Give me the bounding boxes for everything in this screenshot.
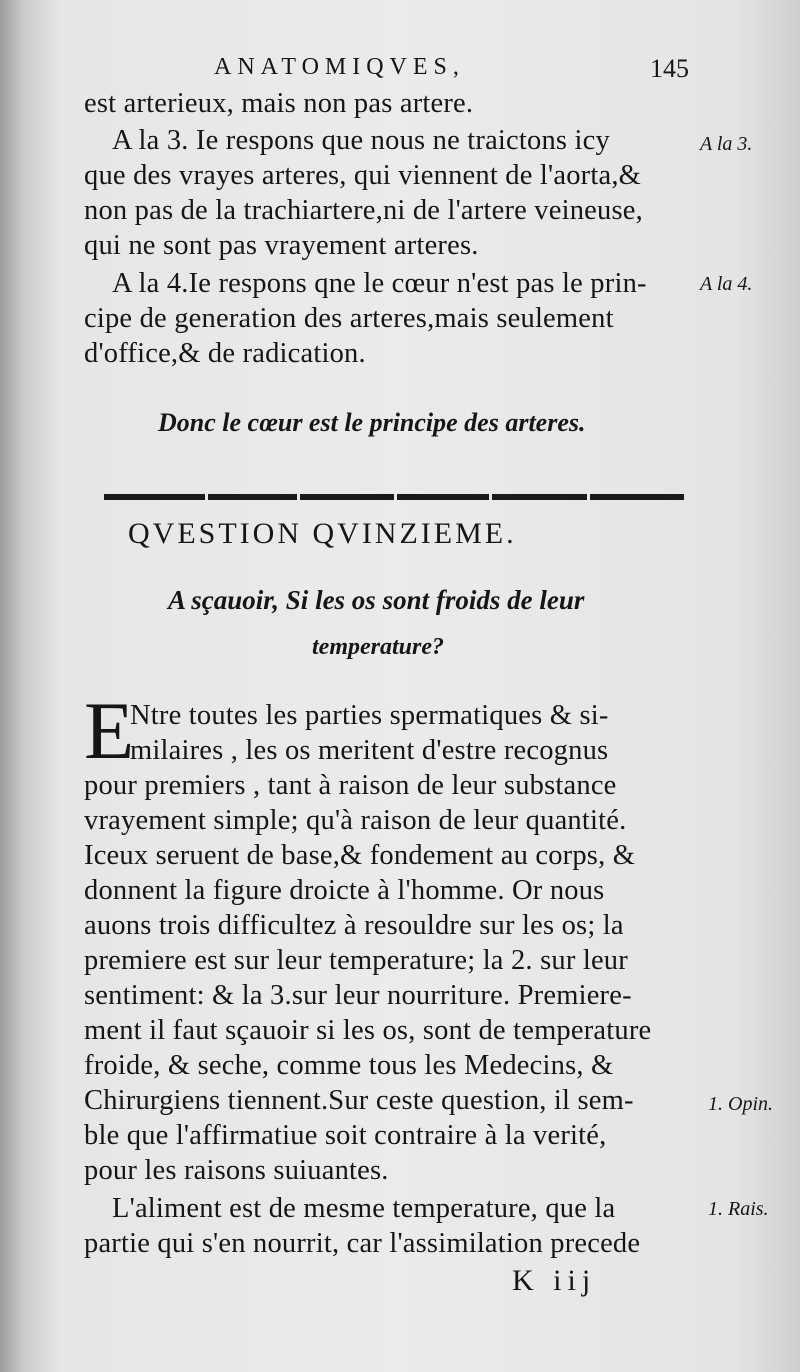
body-line: pour les raisons suiuantes.	[84, 1155, 389, 1186]
text-line: que des vrayes arteres, qui viennent de l'aorta,&	[84, 160, 642, 191]
margin-note-raison: 1. Rais.	[708, 1198, 769, 1220]
drop-cap: E	[84, 685, 135, 776]
text-line: non pas de la trachiartere,ni de l'artere veineuse,	[84, 195, 643, 226]
question-title: QVESTION QVINZIEME.	[128, 517, 517, 550]
body-line: partie qui s'en nourrit, car l'assimilation precede	[84, 1228, 641, 1259]
conclusion-line: Donc le cœur est le principe des arteres.	[158, 408, 586, 437]
divider-gap	[297, 493, 300, 501]
text-line: est arterieux, mais non pas artere.	[84, 88, 474, 119]
body-line: vrayement simple; qu'à raison de leur quantité.	[84, 805, 627, 836]
body-line: ble que l'affirmatiue soit contraire à la verité,	[84, 1120, 607, 1151]
question-subtitle-continued: temperature?	[312, 634, 444, 660]
margin-note-a-la-4: A la 4.	[700, 273, 753, 295]
page-number: 145	[650, 54, 689, 83]
running-head: ANATOMIQVES,	[214, 54, 465, 80]
body-line: auons trois difficultez à resouldre sur les os; la	[84, 910, 624, 941]
text-line: A la 3. Ie respons que nous ne traictons icy	[112, 125, 610, 156]
body-line: Ntre toutes les parties spermatiques & si-	[130, 700, 609, 731]
divider-gap	[489, 493, 492, 501]
body-line: donnent la figure droicte à l'homme. Or nous	[84, 875, 605, 906]
body-line: Iceux seruent de base,& fondement au corps, &	[84, 840, 636, 871]
margin-note-a-la-3: A la 3.	[700, 133, 753, 155]
margin-note-opinion: 1. Opin.	[708, 1093, 773, 1115]
body-line: L'aliment est de mesme temperature, que la	[112, 1193, 616, 1224]
text-line: cipe de generation des arteres,mais seulement	[84, 303, 614, 334]
body-line: pour premiers , tant à raison de leur substance	[84, 770, 617, 801]
body-line: milaires , les os meritent d'estre recognus	[130, 735, 609, 766]
body-line: Chirurgiens tiennent.Sur ceste question, il sem-	[84, 1085, 634, 1116]
divider-gap	[587, 493, 590, 501]
text-line: d'office,& de radication.	[84, 338, 366, 369]
body-line: froide, & seche, comme tous les Medecins, &	[84, 1050, 614, 1081]
body-line: sentiment: & la 3.sur leur nourriture. Premiere-	[84, 980, 632, 1011]
text-line: A la 4.Ie respons qne le cœur n'est pas le prin-	[112, 268, 647, 299]
divider-gap	[394, 493, 397, 501]
divider-gap	[205, 493, 208, 501]
question-subtitle: A sçauoir, Si les os sont froids de leur	[168, 585, 585, 615]
body-line: premiere est sur leur temperature; la 2. sur leur	[84, 945, 628, 976]
signature-mark: K iij	[512, 1264, 597, 1297]
text-line: qui ne sont pas vrayement arteres.	[84, 230, 479, 261]
body-line: ment il faut sçauoir si les os, sont de temperature	[84, 1015, 652, 1046]
